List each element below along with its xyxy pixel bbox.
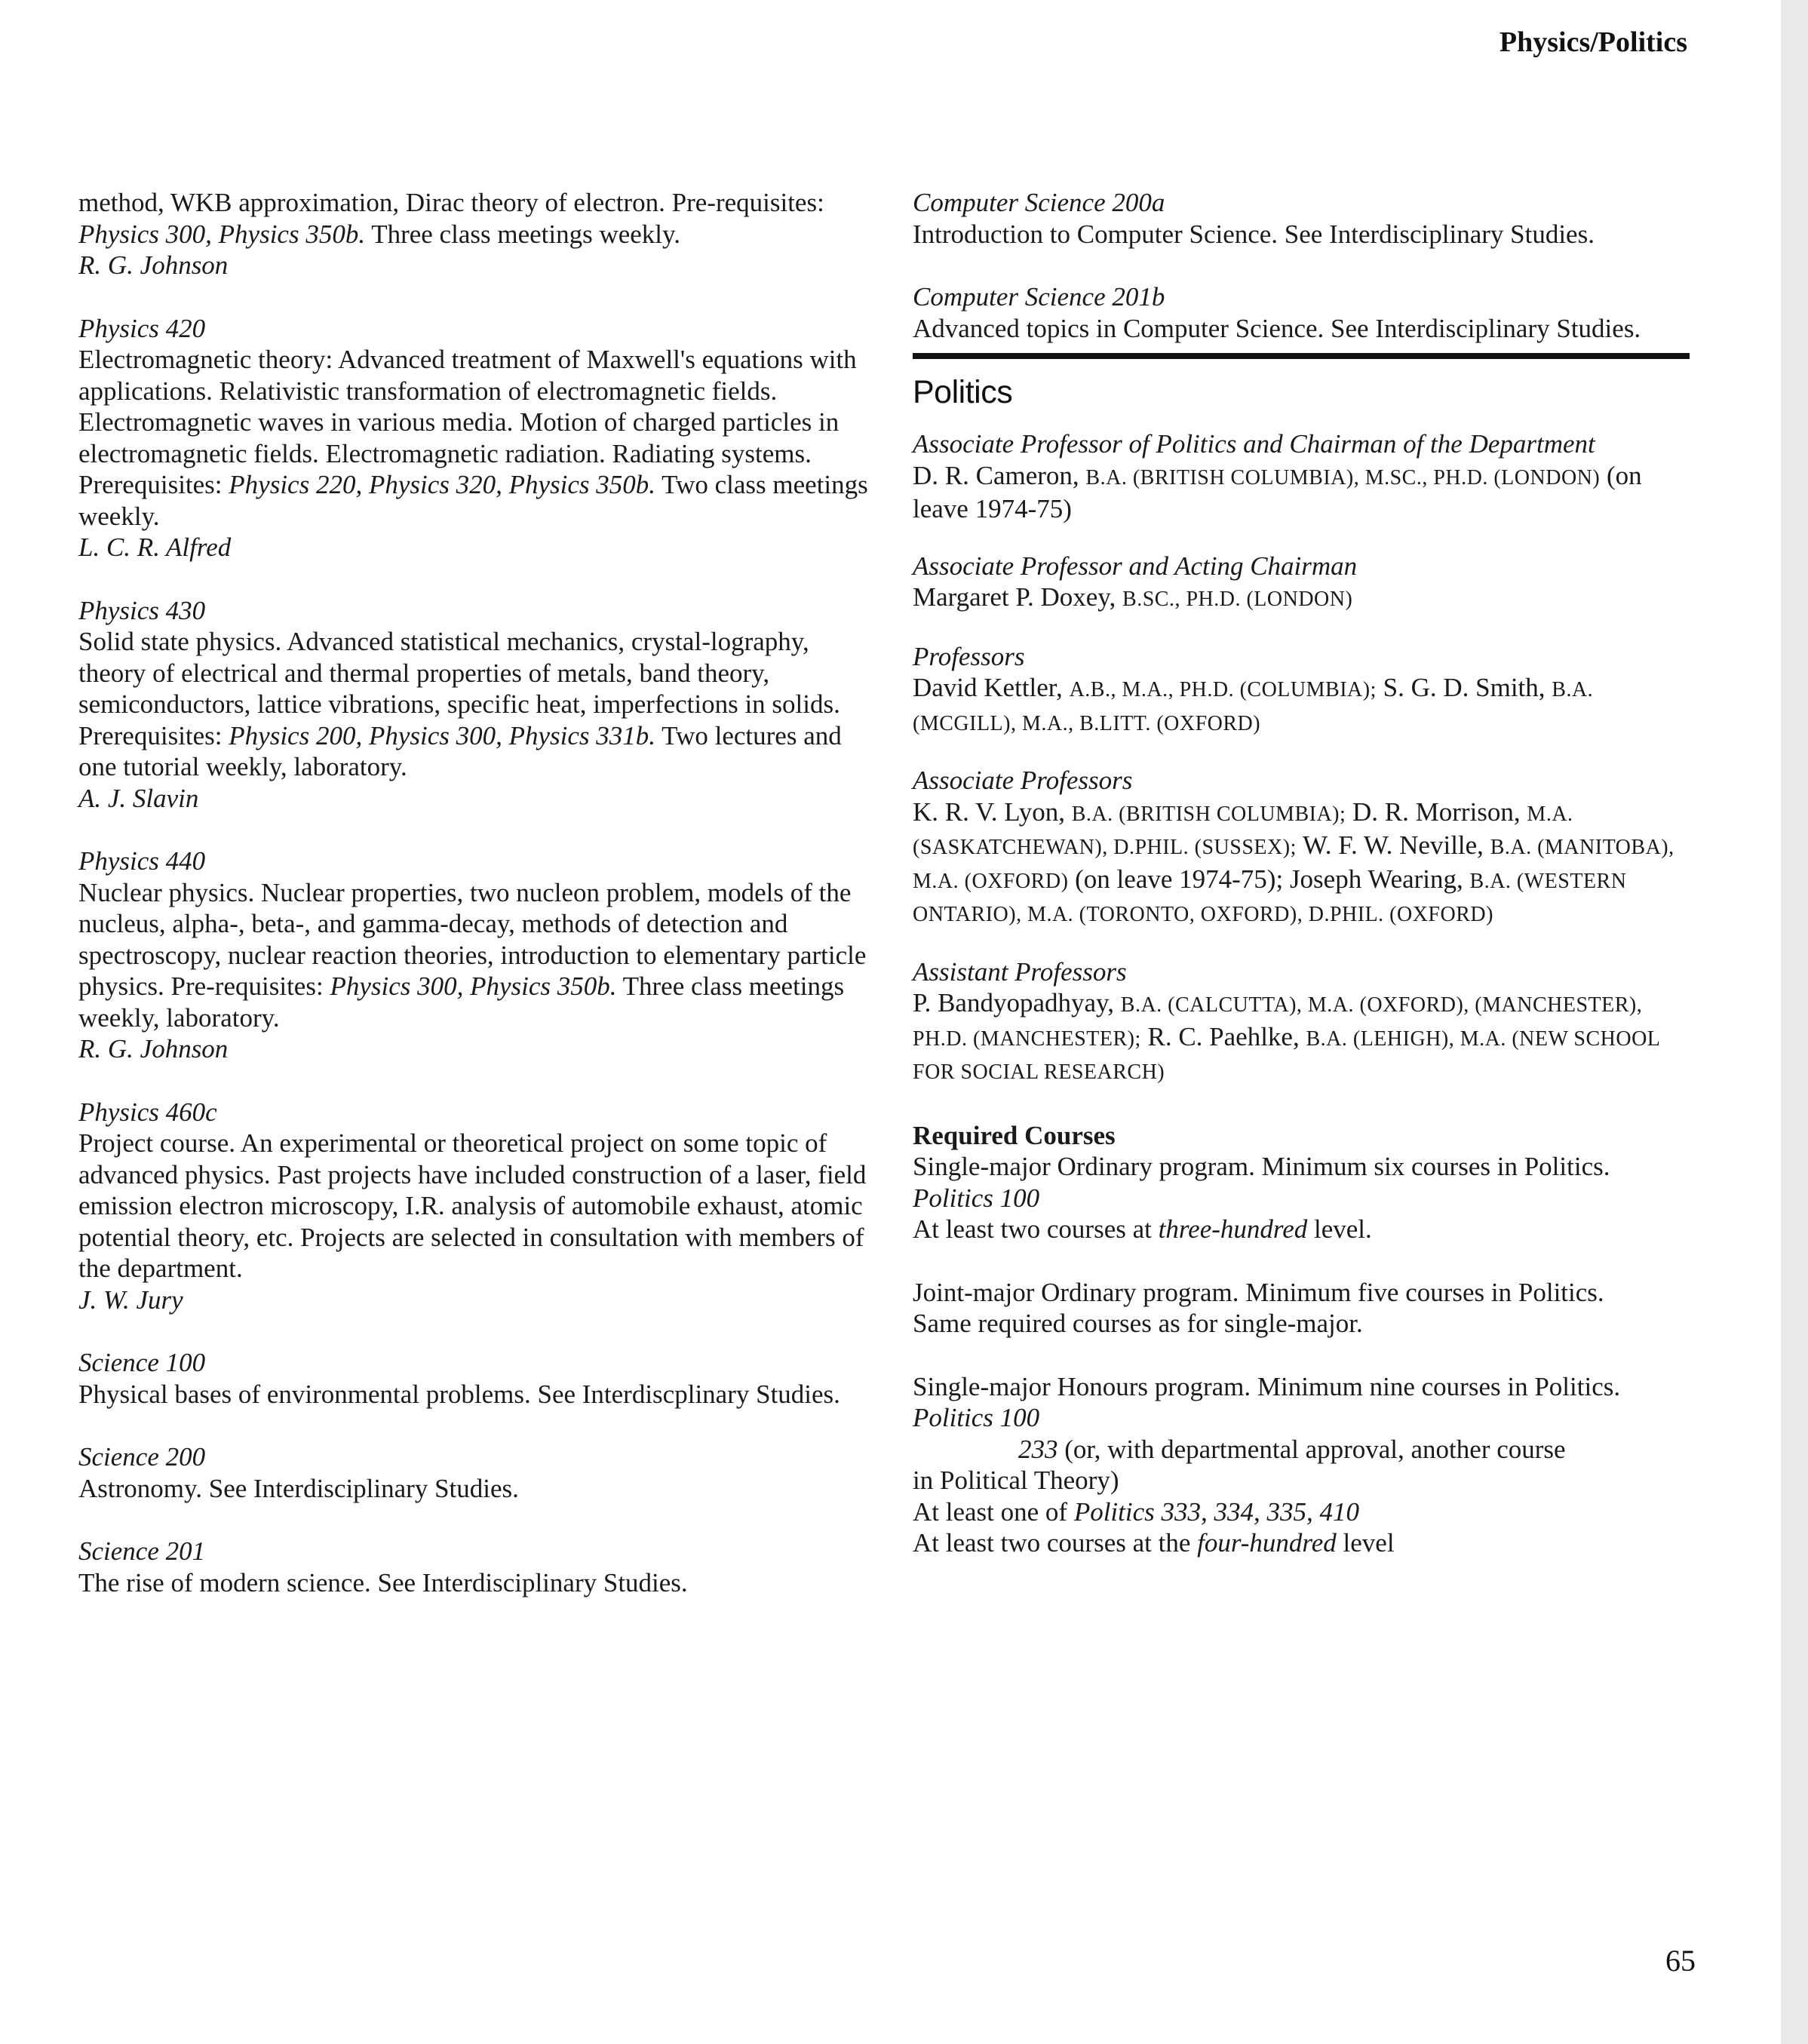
course-description: Nuclear physics. Nuclear properties, two nucleon problem, models of the nucleus, alpha-, beta-, and gamma-decay, methods of detection and spectroscopy, nuclear reaction theories, introduction to elementary particle physics. Pre-requisites: (78, 877, 867, 1001)
right-column (913, 187, 1697, 1591)
requirement-text: At least two courses at the (913, 1528, 1191, 1558)
course-instructor: L. C. R. Alfred (78, 532, 232, 562)
course-entry (78, 846, 870, 1065)
course-title: Science 201 (78, 1536, 206, 1566)
requirement-text: At least one of (913, 1496, 1068, 1527)
faculty-professors (913, 641, 1697, 740)
requirement-level: three-hundred (1158, 1214, 1308, 1244)
course-title: Computer Science 200a (913, 188, 1165, 217)
faculty-credentials: B.A. (CALCUTTA), M.A. (OXFORD), (MANCHESTER), PH.D. (MANCHESTER); (913, 993, 1643, 1051)
course-instructor: J. W. Jury (78, 1284, 183, 1315)
faculty-credentials: B.A. (MCGILL), M.A., B.LITT. (OXFORD) (913, 678, 1594, 735)
faculty-rank: Associate Professor and Acting Chairman (913, 551, 1358, 581)
faculty-name: D. R. Cameron, (913, 460, 1079, 490)
course-entry (913, 281, 1697, 344)
course-schedule: Three class meetings weekly, laboratory. (78, 971, 845, 1033)
required-course: Politics 333, 334, 335, 410 (1073, 1496, 1360, 1527)
faculty-credentials: B.A. (BRITISH COLUMBIA); (1071, 802, 1346, 826)
faculty-credentials: B.A. (WESTERN ONTARIO), M.A. (TORONTO, OXFORD), D.PHIL. (OXFORD) (913, 869, 1627, 926)
required-single-ordinary (913, 1120, 1697, 1245)
faculty-name: Margaret P. Doxey, (913, 582, 1116, 612)
course-schedule: Three class meetings weekly. (371, 219, 681, 249)
course-description: Advanced topics in Computer Science. See Interdisciplinary Studies. (913, 313, 1641, 343)
course-entry (78, 187, 870, 281)
requirement-level: four-hundred (1197, 1528, 1337, 1558)
section-divider (913, 353, 1690, 359)
faculty-name: K. R. V. Lyon, (913, 796, 1065, 827)
faculty-rank: Professors (913, 641, 1025, 671)
course-schedule: Two class meetings weekly. (78, 470, 868, 531)
faculty-credentials: B.A. (BRITISH COLUMBIA), M.SC., PH.D. (LONDON) (1085, 465, 1601, 490)
course-prerequisites: Physics 200, Physics 300, Physics 331b. (229, 720, 656, 750)
course-description: Introduction to Computer Science. See Interdisciplinary Studies. (913, 219, 1595, 249)
faculty-credentials: B.A. (MANITOBA), M.A. (OXFORD) (913, 836, 1674, 893)
faculty-name: David Kettler, (913, 673, 1063, 702)
course-entry (78, 1347, 870, 1410)
course-instructor: R. G. Johnson (78, 250, 229, 280)
faculty-name: Joseph Wearing, (1289, 864, 1463, 894)
course-entry (78, 313, 870, 563)
course-title: Physics 460c (78, 1097, 217, 1127)
requirement-text: (or, with departmental approval, another course (1064, 1434, 1566, 1464)
requirement-text: Same required courses as for single-major. (913, 1309, 1363, 1338)
faculty-credentials: B.A. (LEHIGH), M.A. (NEW SCHOOL FOR SOCIAL RESEARCH) (913, 1027, 1660, 1084)
course-instructor: A. J. Slavin (78, 783, 199, 813)
requirement-text: level. (1314, 1214, 1372, 1244)
faculty-name: D. R. Morrison, (1352, 796, 1521, 827)
faculty-name: W. F. W. Neville, (1302, 830, 1484, 860)
left-column (78, 187, 870, 1630)
course-title: Physics 420 (78, 313, 206, 343)
course-prerequisites: Physics 300, Physics 350b. (330, 971, 617, 1001)
faculty-name: R. C. Paehlke, (1147, 1021, 1300, 1051)
faculty-credentials: M.A. (SASKATCHEWAN), D.PHIL. (SUSSEX); (913, 802, 1573, 859)
required-course: 233 (1018, 1434, 1058, 1464)
faculty-rank: Associate Professors (913, 766, 1133, 795)
course-title: Science 200 (78, 1442, 206, 1472)
course-description: Physical bases of environmental problems. See Interdiscplinary Studies. (78, 1379, 840, 1409)
course-description: Solid state physics. Advanced statistical mechanics, crystal-lography, theory of electrical and thermal properties of metals, band theory, semiconductors, lattice vibrations, specific heat, imperfections in solids. Prerequisites: (78, 627, 840, 750)
course-title: Physics 430 (78, 595, 206, 625)
faculty-credentials: A.B., M.A., PH.D. (COLUMBIA); (1069, 678, 1377, 701)
course-entry (78, 1441, 870, 1504)
section-heading-politics: Politics (913, 374, 1013, 410)
faculty-credentials: B.SC., PH.D. (LONDON) (1122, 588, 1353, 611)
course-instructor: R. G. Johnson (78, 1034, 229, 1063)
required-course: Politics 100 (913, 1403, 1040, 1432)
running-head: Physics/Politics (1499, 26, 1687, 58)
course-entry (78, 595, 870, 815)
requirement-text: in Political Theory) (913, 1465, 1119, 1495)
faculty-rank: Assistant Professors (913, 956, 1127, 987)
program-description: Joint-major Ordinary program. Minimum five courses in Politics. (913, 1277, 1604, 1307)
required-joint-ordinary (913, 1277, 1697, 1340)
faculty-name: P. Bandyopadhyay, (913, 988, 1115, 1017)
requirement-text: At least two courses at (913, 1214, 1152, 1244)
course-description: Electromagnetic theory: Advanced treatment of Maxwell's equations with applications. Relativistic transformation of electromagnetic fields. Electromagnetic waves in various media. Motion of charged particles in electromagnetic fields. Electromagnetic radiation. Radiating systems. Prerequisites: (78, 345, 857, 499)
course-entry (913, 187, 1697, 250)
page-number: 65 (1665, 1944, 1696, 1978)
required-single-honours (913, 1371, 1697, 1559)
faculty-rank: Associate Professor of Politics and Chairman of the Department (913, 429, 1595, 459)
course-description: Project course. An experimental or theoretical project on some topic of advanced physics. Past projects have included construction of a laser, field emission electron microscopy, I.R. analysis of automobile exhaust, atomic potential theory, etc. Projects are selected in consultation with members of the department. (78, 1128, 867, 1283)
course-schedule: Two lectures and one tutorial weekly, laboratory. (78, 720, 842, 781)
faculty-acting-chair (913, 551, 1697, 615)
program-description: Single-major Honours program. Minimum nine courses in Politics. (913, 1371, 1621, 1401)
required-courses-heading: Required Courses (913, 1120, 1116, 1150)
course-prerequisites: Physics 300, Physics 350b. (78, 219, 366, 249)
faculty-assistant-professors (913, 956, 1697, 1088)
faculty-note: (on leave 1974-75) (913, 460, 1642, 523)
course-entry (78, 1536, 870, 1598)
program-description: Single-major Ordinary program. Minimum six courses in Politics. (913, 1152, 1610, 1181)
course-title: Science 100 (78, 1348, 206, 1377)
required-course: Politics 100 (913, 1183, 1040, 1213)
course-entry (78, 1097, 870, 1316)
course-prerequisites: Physics 220, Physics 320, Physics 350b. (229, 470, 656, 499)
course-title: Physics 440 (78, 846, 206, 876)
faculty-note: (on leave 1974-75); (1075, 864, 1284, 894)
course-title: Computer Science 201b (913, 282, 1165, 312)
faculty-associate-professors (913, 765, 1697, 931)
course-description: Astronomy. See Interdisciplinary Studies. (78, 1473, 519, 1503)
requirement-text: level (1343, 1528, 1395, 1558)
page-edge (1781, 0, 1808, 2044)
faculty-chair (913, 428, 1697, 525)
course-description: method, WKB approximation, Dirac theory of electron. Pre-requisites: (78, 188, 824, 217)
course-description: The rise of modern science. See Interdisciplinary Studies. (78, 1567, 688, 1597)
faculty-name: S. G. D. Smith, (1383, 673, 1546, 702)
